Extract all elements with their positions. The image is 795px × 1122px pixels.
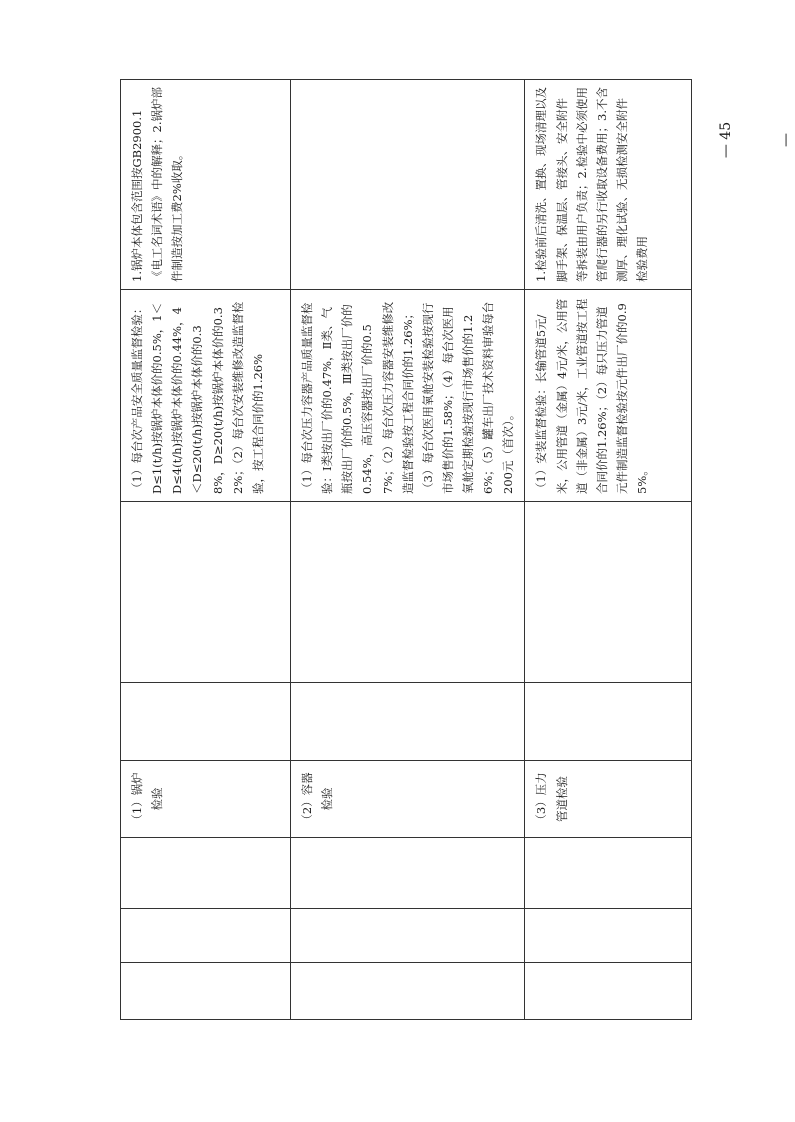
table-row [121,80,291,1020]
empty-cell [525,502,692,683]
empty-cell [525,838,692,909]
empty-cell [291,963,525,1020]
fee-cell: （1）每台次压力容器产品质量监督检验：Ⅰ类按出厂价的0.47%，Ⅱ类、气瓶按出厂价的0.5%，Ⅲ类按出厂价的0.54%，高压容器按出厂价的0.57%；（2）每台次压力容器安装维修改造监督检验按工程合同价的1.26%；（3）每台次医用氧舱安装检验按现行市场售价的1.58%；（4）每台次医用氧舱定期检验按现行市场售价的1.26%；（5）罐车出厂技术资料审验每台200元（首次）。 [291,290,525,502]
empty-cell [525,909,692,963]
empty-cell [121,838,291,909]
empty-cell [291,909,525,963]
empty-cell [121,683,291,761]
empty-cell [121,963,291,1020]
table-row [291,80,525,1020]
item-cell: （3）压力管道检验 [525,761,692,838]
item-cell: （1）锅炉检验 [121,761,291,838]
empty-cell [121,502,291,683]
note-cell [291,80,525,290]
empty-cell [525,963,692,1020]
empty-cell [121,909,291,963]
fee-table [120,79,692,1020]
empty-cell [291,683,525,761]
page-number: — 45 — [718,121,794,159]
note-cell: 1.锅炉本体包含范围按GB2900.1《电工名词术语》中的解释；2.锅炉部件制造按加工费2%收取。 [121,80,291,290]
rotated-table-wrapper [120,80,665,1020]
fee-cell: （1）每台次产品安全质量监督检验：D≤1(t/h)按锅炉本体价的0.5%，1＜D≤4(t/h)按锅炉本体价的0.44%，4＜D≤20(t/h)按锅炉本体价的0.38%，D≥20(t/h)按锅炉本体价的0.32%；（2）每台次安装维修改造监督检验，按工程合同价的1.26% [121,290,291,502]
empty-cell [525,683,692,761]
empty-cell [291,502,525,683]
note-cell: 1.检验前后清洗、置换、现场清理以及脚手架、保温层、管接头、安全附件等拆装由用户负责；2.检验中必须使用管爬行器的另行收取设备费用；3.不含测厚、理化试验、无损检测安全附件检验费用 [525,80,692,290]
fee-cell: （1）安装监督检验：长输管道5元/米，公用管道（金属）4元/米，公用管道（非金属）3元/米，工业管道按工程合同价的1.26%；（2）每只压力管道元件制造监督检验按元件出厂价的0.95%。 [525,290,692,502]
table-row [525,80,692,1020]
empty-cell [291,838,525,909]
item-cell: （2）容器检验 [291,761,525,838]
